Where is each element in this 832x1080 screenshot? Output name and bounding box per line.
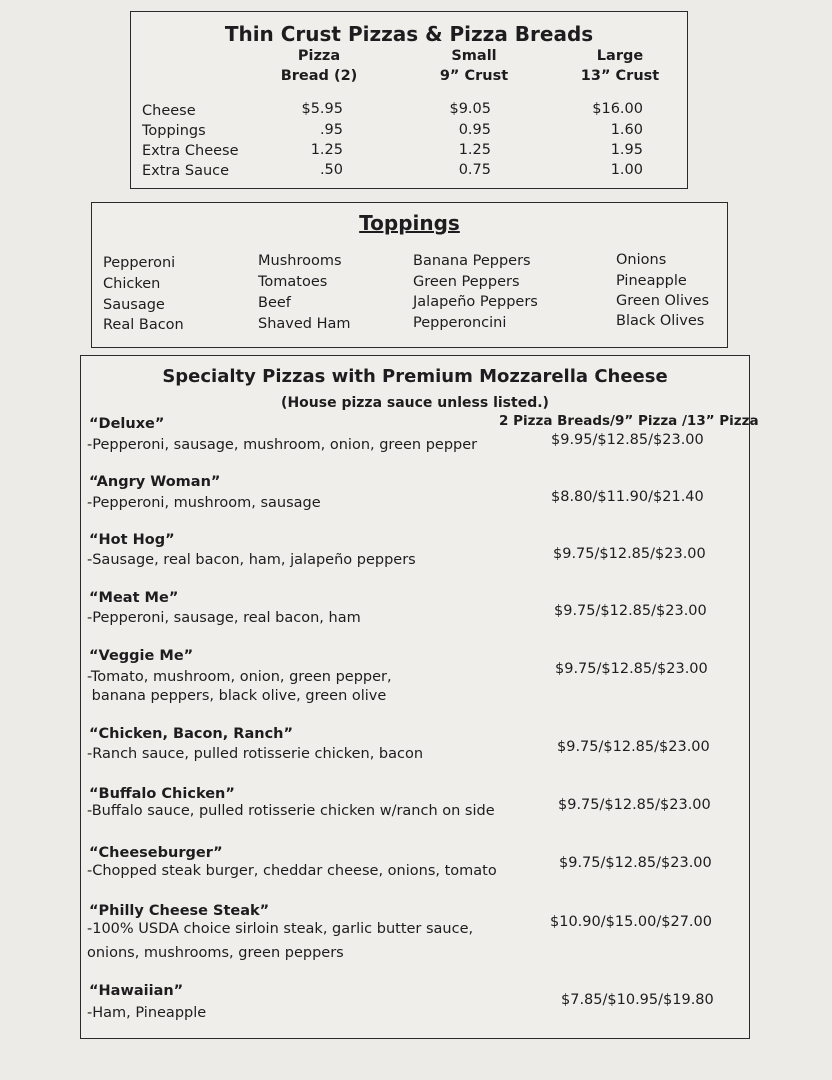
pizza-description: -Ham, Pineapple [87,1005,207,1021]
pizza-price: $7.85/$10.95/$19.80 [561,992,714,1008]
pizza-name: “Deluxe” [89,416,165,432]
pizza-description: -Chopped steak burger, cheddar cheese, onions, tomato [87,863,497,879]
topping-item: Pepperoncini [413,315,507,331]
col-header-bread [279,46,359,86]
price-large: 1.00 [610,162,643,178]
price-large: $16.00 [592,101,643,117]
col-header-line2: Bread (2) [280,68,358,84]
pizza-price: $8.80/$11.90/$21.40 [551,489,704,505]
row-label: Cheese [142,103,196,119]
pizza-description: banana peppers, black olive, green olive [87,688,387,704]
pizza-name: “Hawaiian” [89,983,184,999]
pizza-price: $9.75/$12.85/$23.00 [559,855,712,871]
price-bread: $5.95 [301,101,343,117]
price-small: 0.95 [458,122,491,138]
topping-item: Sausage [103,297,165,313]
col-header-line1: Small [451,48,497,64]
col-header-line1: Pizza [297,48,341,64]
pizza-description: -Pepperoni, sausage, mushroom, onion, green pepper [87,437,478,453]
toppings-title: Toppings [359,211,460,235]
pizza-name: “Veggie Me” [89,648,194,664]
specialty-subtitle: (House pizza sauce unless listed.) [281,395,549,411]
topping-item: Tomatoes [258,274,328,290]
pizza-description: -Ranch sauce, pulled rotisserie chicken, bacon [87,746,424,762]
topping-item: Pineapple [616,273,687,289]
pizza-name: “Chicken, Bacon, Ranch” [89,726,294,742]
pizza-description: -Buffalo sauce, pulled rotisserie chicken w/ranch on side [87,803,495,819]
topping-item: Black Olives [616,313,705,329]
price-small: 1.25 [458,142,491,158]
price-large: 1.95 [610,142,643,158]
topping-item: Onions [616,252,667,268]
pizza-description: -Sausage, real bacon, ham, jalapeño peppers [87,552,416,568]
pizza-description: -Tomato, mushroom, onion, green pepper, [87,669,392,685]
pizza-price: $9.75/$12.85/$23.00 [557,739,710,755]
pizza-name: “Hot Hog” [89,532,175,548]
pizza-description: onions, mushrooms, green peppers [87,945,344,961]
price-bread: 1.25 [310,142,343,158]
pizza-description: -Pepperoni, sausage, real bacon, ham [87,610,361,626]
row-label: Extra Sauce [142,163,230,179]
price-header: 2 Pizza Breads/9” Pizza /13” Pizza [499,413,759,429]
toppings-box [91,202,728,348]
crust-price-box [130,11,688,189]
col-header-small [429,46,519,86]
topping-item: Green Peppers [413,274,520,290]
pizza-price: $9.75/$12.85/$23.00 [553,546,706,562]
price-small: 0.75 [458,162,491,178]
row-label: Extra Cheese [142,143,239,159]
specialty-pizzas-box [80,355,759,1039]
topping-item: Green Olives [616,293,710,309]
topping-item: Real Bacon [103,317,184,333]
topping-item: Shaved Ham [258,316,351,332]
pizza-name: “Buffalo Chicken” [89,786,235,802]
price-bread: .50 [319,162,343,178]
topping-item: Pepperoni [103,255,176,271]
specialty-title: Specialty Pizzas with Premium Mozzarella Cheese [162,366,668,387]
row-label: Toppings [142,123,206,139]
col-header-line1: Large [596,48,644,64]
col-header-line2: 9” Crust [439,68,509,84]
price-bread: .95 [319,122,343,138]
crust-title: Thin Crust Pizzas & Pizza Breads [224,22,594,46]
pizza-price: $10.90/$15.00/$27.00 [550,914,712,930]
pizza-description: -Pepperoni, mushroom, sausage [87,495,321,511]
pizza-name: “Philly Cheese Steak” [89,903,270,919]
topping-item: Chicken [103,276,161,292]
price-large: 1.60 [610,122,643,138]
pizza-description: -100% USDA choice sirloin steak, garlic butter sauce, [87,921,474,937]
topping-item: Beef [258,295,291,311]
pizza-price: $9.75/$12.85/$23.00 [554,603,707,619]
pizza-price: $9.75/$12.85/$23.00 [555,661,708,677]
pizza-price: $9.75/$12.85/$23.00 [558,797,711,813]
col-header-line2: 13” Crust [580,68,660,84]
topping-item: Banana Peppers [413,253,531,269]
pizza-name: “Angry Woman” [89,474,221,490]
topping-item: Mushrooms [258,253,342,269]
pizza-name: “Meat Me” [89,590,179,606]
price-small: $9.05 [449,101,491,117]
pizza-name: “Cheeseburger” [89,845,223,861]
pizza-price: $9.95/$12.85/$23.00 [551,432,704,448]
topping-item: Jalapeño Peppers [413,294,538,310]
col-header-large [575,46,665,86]
